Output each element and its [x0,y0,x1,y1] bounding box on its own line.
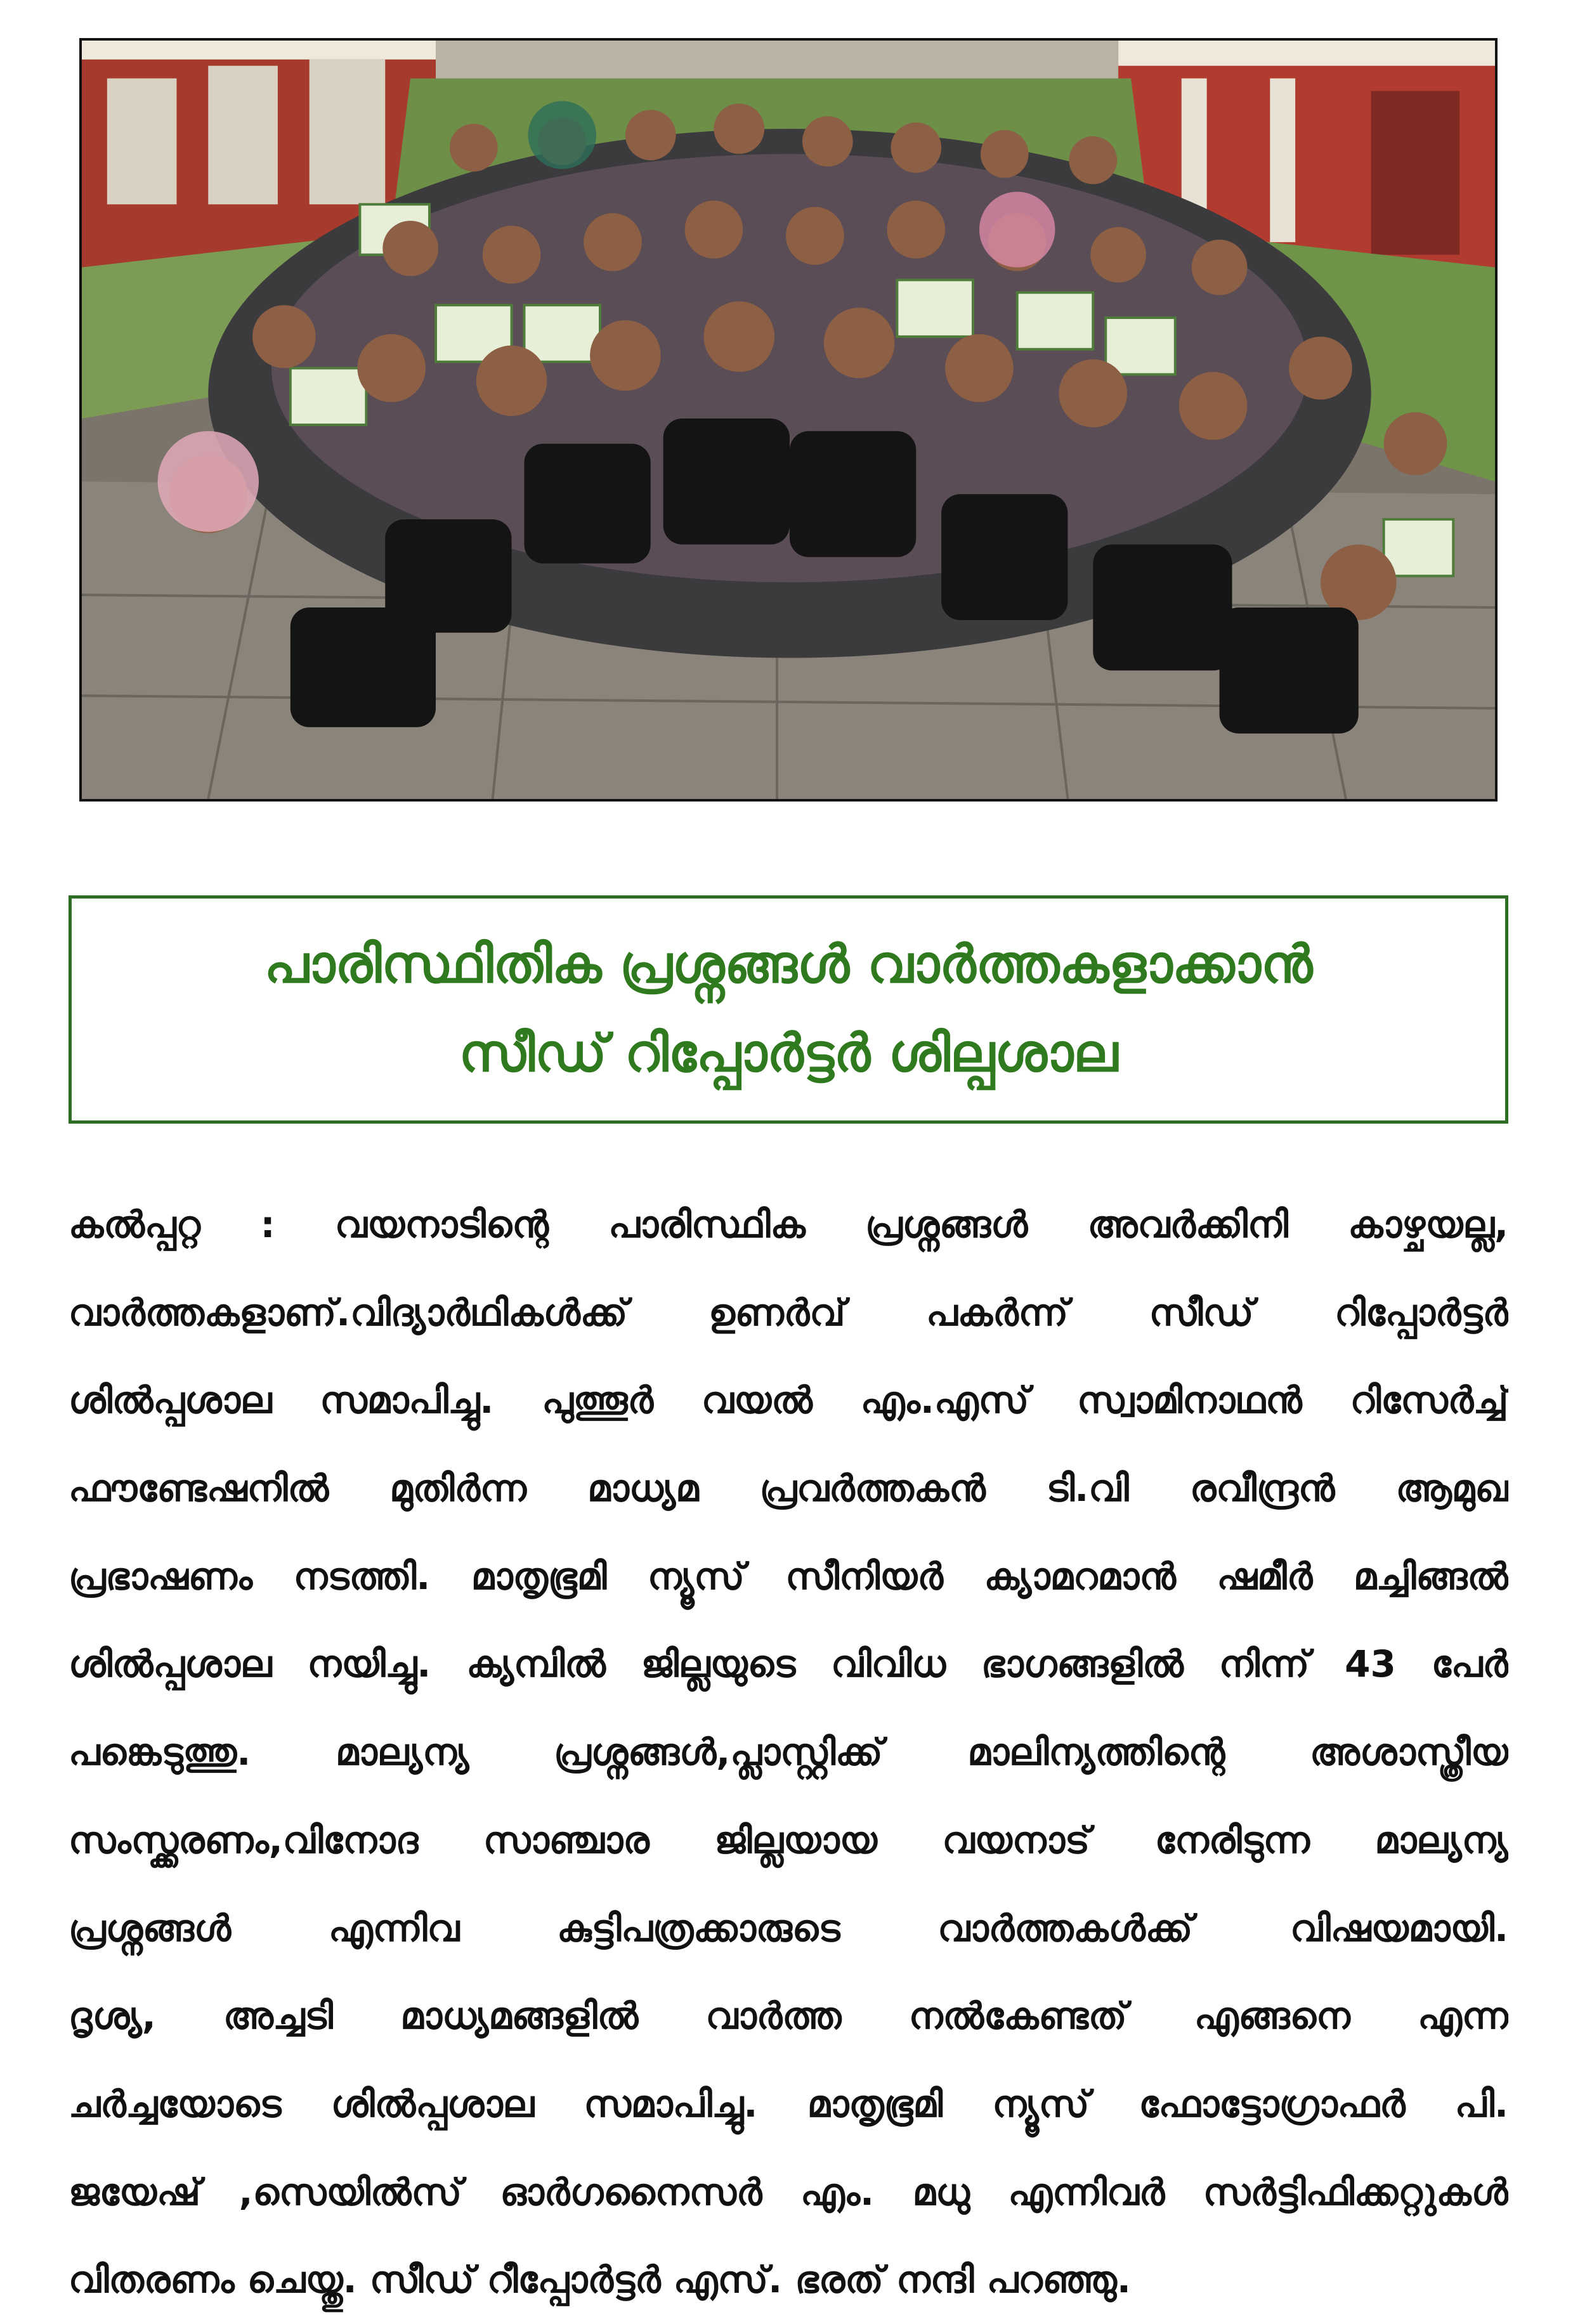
article-line: പങ്കെടുത്തു. മാല്യന്യ പ്രശ്നങ്ങൾ,പ്ലാസ്റ്റിക്ക് മാലിന്യത്തിന്റെ അശാസ്ത്രീയ [69,1730,1508,1774]
article-line: ശിൽപ്പശാല നയിച്ചു. ക്യമ്പിൽ ജില്ലയുടെ വിവിധ ഭാഗങ്ങളിൽ നിന്ന് 43 പേർ [69,1642,1508,1686]
group-photo-image [82,41,1495,799]
headline-line-1: പാരിസ്ഥിതിക പ്രശ്നങ്ങൾ വാർത്തകളാക്കാൻ [264,935,1313,995]
article-line: ജയേഷ് ,സെയിൽസ് ഓർഗനൈസർ എം. മധു എന്നിവർ സർട്ടിഫിക്കറ്റുകൾ [69,2170,1508,2214]
article-line: ദൃശ്യ, അച്ചടി മാധ്യമങ്ങളിൽ വാർത്ത നൽകേണ്ടത് എങ്ങനെ എന്ന [69,1994,1508,2038]
article-line: ചർച്ചയോടെ ശിൽപ്പശാല സമാപിച്ചു. മാതൃഭൂമി ന്യൂസ് ഫോട്ടോഗ്രാഫർ പി. [69,2082,1508,2126]
article-line: കൽപ്പറ്റ : വയനാടിന്റെ പാരിസ്ഥിക പ്രശ്നങ്ങൾ അവർക്കിനി കാഴ്ചയല്ല, [69,1203,1508,1246]
article-line: വാർത്തകളാണ്.വിദ്യാർഥികൾക്ക് ഉണർവ് പകർന്ന് സീഡ് റിപ്പോർട്ടർ [69,1290,1508,1334]
article-line: ശിൽപ്പശാല സമാപിച്ചു. പുത്തൂർ വയൽ എം.എസ് സ്വാമിനാഥൻ റിസേർച്ച് [69,1379,1508,1422]
headline-line-2: സീഡ് റിപ്പോർട്ടർ ശില്പശാല [459,1023,1118,1084]
article-line: ഫൗണ്ടേഷനിൽ മുതിർന്ന മാധ്യമ പ്രവർത്തകൻ ടി.വി രവീന്ദ്രൻ ആമുഖ [69,1467,1508,1510]
group-photo [79,38,1498,802]
article-body [69,1181,1508,2324]
article-line: സംസ്ക്കരണം,വിനോദ സാഞ്ചാര ജില്ലയായ വയനാട് നേരിടുന്ന മാല്യന്യ [69,1818,1508,1862]
article-line: പ്രഭാഷണം നടത്തി. മാതൃഭൂമി ന്യൂസ് സീനിയർ ക്യാമറമാൻ ഷമീർ മച്ചിങ്ങൽ [69,1554,1508,1598]
article-line: പ്രശ്നങ്ങൾ എന്നിവ കുട്ടിപത്രക്കാരുടെ വാർത്തകൾക്ക് വിഷയമായി. [69,1906,1508,1950]
headline-box [69,895,1508,1124]
article-line: വിതരണം ചെയ്തു. സീഡ് റീപ്പോർട്ടർ എസ്. ഭരത് നന്ദി പറഞ്ഞു. [69,2258,1131,2302]
